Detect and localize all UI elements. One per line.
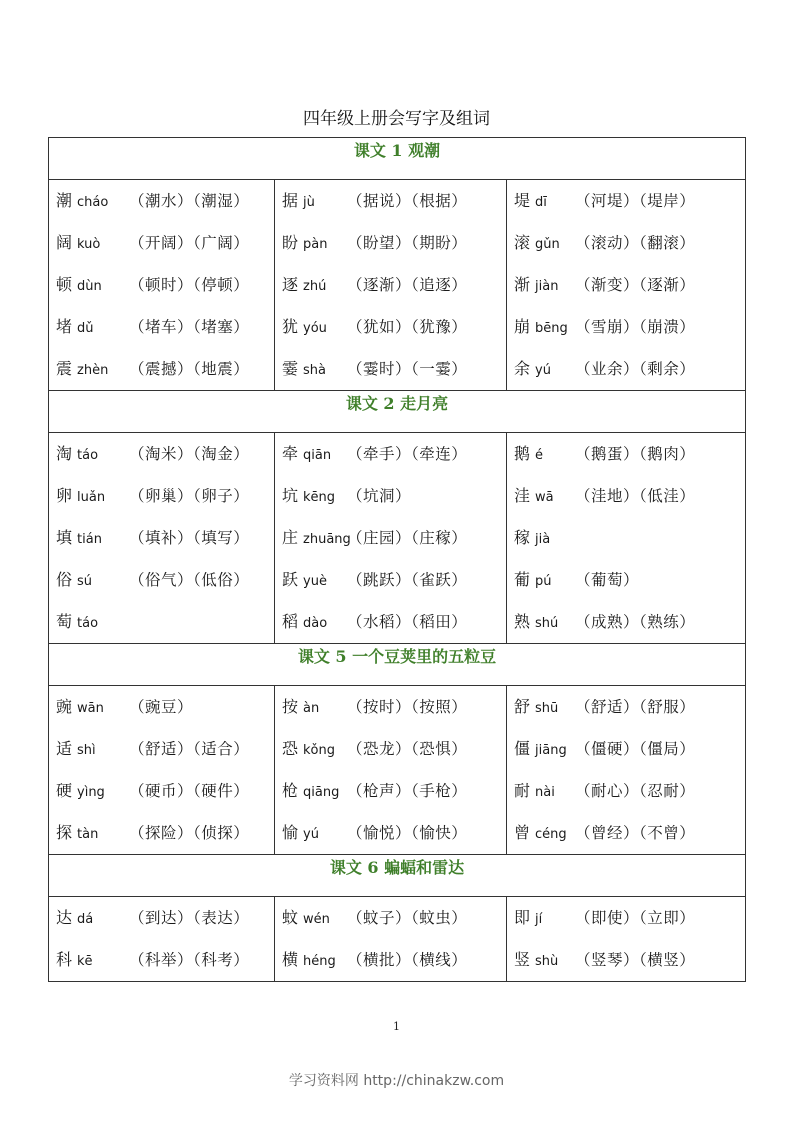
character: 按 — [282, 697, 299, 716]
word-combinations: （滚动）（翻滚） — [575, 234, 696, 252]
character: 堵 — [56, 317, 73, 336]
pinyin: zhèn — [77, 363, 109, 378]
character-entry — [507, 517, 745, 559]
word-combinations: （盼望）（期盼） — [347, 234, 468, 252]
pinyin: gǔn — [535, 237, 560, 252]
pinyin: shì — [77, 743, 96, 758]
character-entry — [507, 770, 745, 812]
word-combinations: （业余）（剩余） — [575, 360, 696, 378]
character-column — [275, 686, 507, 855]
pinyin: jí — [535, 912, 543, 927]
character-entry — [275, 475, 506, 517]
character-entry — [49, 475, 274, 517]
character-entry — [49, 348, 274, 390]
character-entry — [275, 306, 506, 348]
lesson-body-row — [49, 433, 746, 644]
word-combinations: （豌豆） — [129, 698, 194, 716]
lesson-body-row — [49, 686, 746, 855]
character-entry — [275, 686, 506, 728]
word-combinations: （雪崩）（崩溃） — [575, 318, 696, 336]
character-entry — [275, 812, 506, 854]
character-entry — [507, 728, 745, 770]
word-combinations: （渐变）（逐渐） — [575, 276, 696, 294]
pinyin: yú — [303, 827, 319, 842]
pinyin: bēng — [535, 321, 568, 336]
character: 横 — [282, 950, 299, 969]
pinyin: pàn — [303, 237, 328, 252]
character: 稻 — [282, 612, 299, 631]
word-combinations: （即使）（立即） — [575, 909, 696, 927]
character: 庄 — [282, 528, 299, 547]
character-entry — [507, 475, 745, 517]
word-combinations: （横批）（横线） — [347, 951, 468, 969]
word-combinations: （填补）（填写） — [129, 529, 250, 547]
character: 枪 — [282, 781, 299, 800]
pinyin: wā — [535, 490, 554, 505]
character: 豌 — [56, 697, 73, 716]
character-entry — [507, 559, 745, 601]
vocabulary-table — [48, 137, 746, 982]
pinyin: kuò — [77, 237, 101, 252]
pinyin: sú — [77, 574, 93, 589]
lesson-header-row — [49, 138, 746, 180]
character: 潮 — [56, 191, 73, 210]
character: 据 — [282, 191, 299, 210]
character-entry — [49, 517, 274, 559]
character: 萄 — [56, 612, 73, 631]
character: 跃 — [282, 570, 299, 589]
word-combinations: （竖琴）（横竖） — [575, 951, 696, 969]
character: 逐 — [282, 275, 299, 294]
lesson-header-row — [49, 855, 746, 897]
word-combinations: （耐心）（忍耐） — [575, 782, 696, 800]
character-column — [507, 897, 746, 982]
pinyin: kǒng — [303, 743, 335, 758]
character: 葡 — [514, 570, 531, 589]
pinyin: dá — [77, 912, 94, 927]
lesson-title: 课文 2 走月亮 — [49, 391, 746, 433]
character: 淘 — [56, 444, 73, 463]
pinyin: dǔ — [77, 321, 94, 336]
word-combinations: （水稻）（稻田） — [347, 613, 468, 631]
word-combinations: （科举）（科考） — [129, 951, 250, 969]
pinyin: àn — [303, 701, 320, 716]
pinyin: shú — [535, 616, 559, 631]
character: 洼 — [514, 486, 531, 505]
character-entry — [49, 306, 274, 348]
character: 科 — [56, 950, 73, 969]
word-combinations: （庄园）（庄稼） — [347, 529, 468, 547]
character-entry — [507, 180, 745, 222]
pinyin: yú — [535, 363, 551, 378]
character-entry — [275, 559, 506, 601]
character-entry — [275, 517, 506, 559]
character-column — [49, 897, 275, 982]
word-combinations: （探险）（侦探） — [129, 824, 250, 842]
character: 恐 — [282, 739, 299, 758]
character-entry — [275, 770, 506, 812]
character-entry — [49, 812, 274, 854]
pinyin: luǎn — [77, 490, 106, 505]
character: 适 — [56, 739, 73, 758]
lesson-title: 课文 1 观潮 — [49, 138, 746, 180]
word-combinations: （卵巢）（卵子） — [129, 487, 250, 505]
pinyin: tàn — [77, 827, 99, 842]
lesson-header-row — [49, 391, 746, 433]
word-combinations: （潮水）（潮湿） — [129, 192, 250, 210]
character: 渐 — [514, 275, 531, 294]
character-entry — [507, 306, 745, 348]
pinyin: nài — [535, 785, 555, 800]
word-combinations: （据说）（根据） — [347, 192, 468, 210]
pinyin: céng — [535, 827, 567, 842]
character-entry — [49, 686, 274, 728]
character-entry — [275, 939, 506, 981]
pinyin: shū — [535, 701, 559, 716]
pinyin: tián — [77, 532, 102, 547]
word-combinations: （到达）（表达） — [129, 909, 250, 927]
page-number: 1 — [393, 1020, 400, 1033]
word-combinations: （震撼）（地震） — [129, 360, 250, 378]
pinyin: zhú — [303, 279, 327, 294]
character: 填 — [56, 528, 73, 547]
pinyin: qiān — [303, 448, 332, 463]
character: 稼 — [514, 528, 531, 547]
character-entry — [275, 728, 506, 770]
word-combinations: （恐龙）（恐惧） — [347, 740, 468, 758]
character: 耐 — [514, 781, 531, 800]
pinyin: héng — [303, 954, 336, 969]
pinyin: wén — [303, 912, 330, 927]
word-combinations: （按时）（按照） — [347, 698, 468, 716]
character-entry — [275, 433, 506, 475]
character-column — [507, 433, 746, 644]
character: 蚊 — [282, 908, 299, 927]
character-entry — [275, 601, 506, 643]
pinyin: pú — [535, 574, 552, 589]
character-entry — [275, 180, 506, 222]
pinyin: qiāng — [303, 785, 340, 800]
character: 即 — [514, 908, 531, 927]
word-combinations: （僵硬）（僵局） — [575, 740, 696, 758]
character: 探 — [56, 823, 73, 842]
pinyin: dào — [303, 616, 328, 631]
character-entry — [275, 264, 506, 306]
word-combinations: （坑洞） — [347, 487, 412, 505]
character-entry — [49, 222, 274, 264]
pinyin: jù — [303, 195, 315, 210]
word-combinations: （洼地）（低洼） — [575, 487, 696, 505]
pinyin: jiāng — [535, 743, 567, 758]
word-combinations: （鹅蛋）（鹅肉） — [575, 445, 696, 463]
pinyin: shù — [535, 954, 559, 969]
character-entry — [507, 264, 745, 306]
character: 震 — [56, 359, 73, 378]
word-combinations: （河堤）（堤岸） — [575, 192, 696, 210]
character-entry — [49, 939, 274, 981]
pinyin: wān — [77, 701, 104, 716]
pinyin: zhuāng — [303, 532, 351, 547]
character: 堤 — [514, 191, 531, 210]
character-entry — [507, 433, 745, 475]
character-entry — [507, 348, 745, 390]
word-combinations: （开阔）（广阔） — [129, 234, 250, 252]
character-entry — [507, 601, 745, 643]
pinyin: táo — [77, 616, 99, 631]
word-combinations: （堵车）（堵塞） — [129, 318, 250, 336]
character-entry — [507, 686, 745, 728]
character: 余 — [514, 359, 531, 378]
character: 卵 — [56, 486, 73, 505]
character: 崩 — [514, 317, 531, 336]
character-entry — [275, 222, 506, 264]
pinyin: é — [535, 448, 544, 463]
character: 曾 — [514, 823, 531, 842]
character-entry — [49, 433, 274, 475]
character-entry — [49, 770, 274, 812]
character: 霎 — [282, 359, 299, 378]
lesson-body-row — [49, 897, 746, 982]
pinyin: cháo — [77, 195, 109, 210]
word-combinations: （硬币）（硬件） — [129, 782, 250, 800]
character-column — [275, 433, 507, 644]
word-combinations: （愉悦）（愉快） — [347, 824, 468, 842]
character: 熟 — [514, 612, 531, 631]
character: 达 — [56, 908, 73, 927]
word-combinations: （跳跃）（雀跃） — [347, 571, 468, 589]
word-combinations: （舒适）（舒服） — [575, 698, 696, 716]
character-entry — [49, 559, 274, 601]
word-combinations: （葡萄） — [575, 571, 640, 589]
character: 阔 — [56, 233, 73, 252]
pinyin: táo — [77, 448, 99, 463]
character-entry — [49, 728, 274, 770]
word-combinations: （霎时）（一霎） — [347, 360, 468, 378]
character-column — [507, 180, 746, 391]
word-combinations: （曾经）（不曾） — [575, 824, 696, 842]
word-combinations: （犹如）（犹豫） — [347, 318, 468, 336]
pinyin: jiàn — [535, 279, 559, 294]
character: 舒 — [514, 697, 531, 716]
character: 硬 — [56, 781, 73, 800]
character-entry — [49, 897, 274, 939]
character-column — [49, 686, 275, 855]
character-column — [49, 180, 275, 391]
pinyin: dùn — [77, 279, 102, 294]
character: 顿 — [56, 275, 73, 294]
pinyin: kē — [77, 954, 93, 969]
character-entry — [507, 812, 745, 854]
character-entry — [49, 264, 274, 306]
word-combinations: （俗气）（低俗） — [129, 571, 250, 589]
pinyin: yóu — [303, 321, 327, 336]
lesson-title: 课文 5 一个豆荚里的五粒豆 — [49, 644, 746, 686]
word-combinations: （舒适）（适合） — [129, 740, 250, 758]
lesson-header-row — [49, 644, 746, 686]
word-combinations: （枪声）（手枪） — [347, 782, 468, 800]
pinyin: jià — [535, 532, 551, 547]
character: 俗 — [56, 570, 73, 589]
character: 竖 — [514, 950, 531, 969]
character-column — [275, 897, 507, 982]
character-column — [507, 686, 746, 855]
pinyin: dī — [535, 195, 547, 210]
character-entry — [507, 897, 745, 939]
character-entry — [275, 897, 506, 939]
pinyin: yuè — [303, 574, 327, 589]
character-entry — [49, 601, 274, 643]
character: 坑 — [282, 486, 299, 505]
pinyin: shà — [303, 363, 326, 378]
lesson-body-row — [49, 180, 746, 391]
character: 愉 — [282, 823, 299, 842]
lesson-title: 课文 6 蝙蝠和雷达 — [49, 855, 746, 897]
character-entry — [507, 939, 745, 981]
character: 盼 — [282, 233, 299, 252]
character: 鹅 — [514, 444, 531, 463]
character-column — [275, 180, 507, 391]
word-combinations: （成熟）（熟练） — [575, 613, 696, 631]
pinyin: yìng — [77, 785, 105, 800]
character-column — [49, 433, 275, 644]
character: 犹 — [282, 317, 299, 336]
word-combinations: （逐渐）（追逐） — [347, 276, 468, 294]
word-combinations: （顿时）（停顿） — [129, 276, 250, 294]
character: 僵 — [514, 739, 531, 758]
document-title: 四年级上册会写字及组词 — [303, 109, 490, 129]
word-combinations: （牵手）（牵连） — [347, 445, 468, 463]
character: 牵 — [282, 444, 299, 463]
character-entry — [507, 222, 745, 264]
character-entry — [275, 348, 506, 390]
footer-watermark: 学习资料网 http://chinakzw.com — [288, 1073, 505, 1089]
word-combinations: （蚊子）（蚊虫） — [347, 909, 468, 927]
word-combinations: （淘米）（淘金） — [129, 445, 250, 463]
character: 滚 — [514, 233, 531, 252]
pinyin: kēng — [303, 490, 336, 505]
character-entry — [49, 180, 274, 222]
